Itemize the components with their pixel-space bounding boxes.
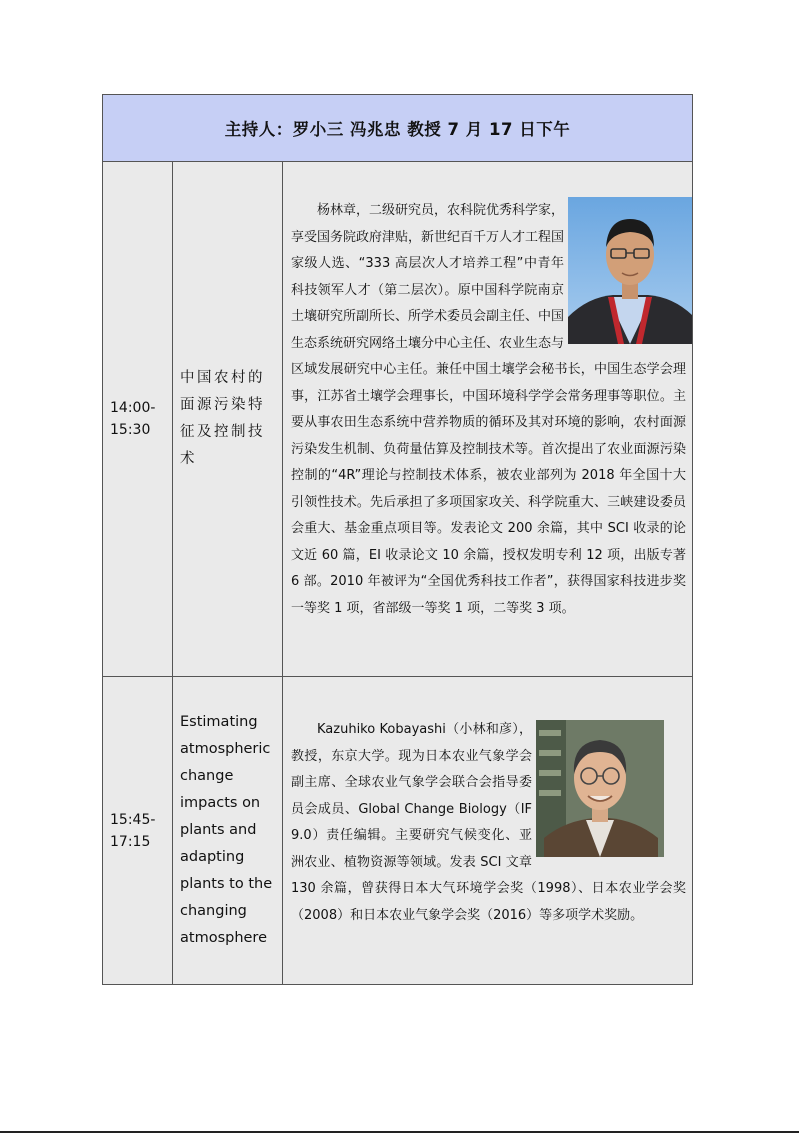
session-time: 15:45-17:15	[110, 811, 156, 850]
talk-title: 中国农村的面源污染特征及控制技术	[180, 370, 265, 467]
time-cell	[103, 162, 173, 677]
speaker-bio: 杨林章，二级研究员，农科院优秀科学家，享受国务院政府津贴，新世纪百千万人才工程国家级人选、“333 高层次人才培养工程”中青年科技领军人才（第二层次）。原中国科学院南京土壤研究所副所长、所学术委员会副主任、中国生态系统研究网络土壤分中心主任、农业生态与区域发展研究中心主任。兼任中国土壤学会秘书长，中国生态学会理事，江苏省土壤学会理事长，中国环境科学学会常务理事等职位。主要从事农田生态系统中营养物质的循环及其对环境的影响，农村面源污染发生机制、负荷量估算及控制技术等。首次提出了农业面源污染控制的“4R”理论与控制技术体系，被农业部列为 2018 年全国十大引领性技术。先后承担了多项国家攻关、科学院重大、三峡建设委员会重大、基金重点项目等。发表论文 200 余篇，其中 SCI 收录的论文近 60 篇，EI 收录论文 10 余篇，授权发明专利 12 项，出版专著 6 部。2010 年被评为“全国优秀科技工作者”，获得国家科技进步奖一等奖 1 项，省部级一等奖 1 项，二等奖 3 项。	[291, 203, 687, 616]
session-header	[103, 95, 693, 162]
bio-cell	[283, 677, 693, 985]
speaker-photo	[568, 197, 692, 344]
title-cell	[173, 677, 283, 985]
table-row	[103, 677, 693, 985]
speaker-photo	[536, 720, 664, 857]
talk-title: Estimating atmospheric change impacts on plants and adapting plants to the changing atmosphere	[180, 714, 273, 946]
bio-cell	[283, 162, 693, 677]
page-bottom-rule	[0, 1131, 799, 1133]
table-row	[103, 162, 693, 677]
title-cell	[173, 162, 283, 677]
speaker-bio: Kazuhiko Kobayashi（小林和彦），教授，东京大学。现为日本农业气象学会副主席、全球农业气象学会联合会指导委员会成员、Global Change Biology（IF 9.0）责任编辑。主要研究气候变化、亚洲农业、植物资源等领域。发表 SCI 文章 130 余篇，曾获得日本大气环境学会奖（1998）、日本农业学会奖（2008）和日本农业气象学会奖（2016）等多项学术奖励。	[291, 722, 687, 923]
session-time: 14:00-15:30	[110, 400, 156, 438]
schedule-table	[102, 94, 693, 985]
portrait-icon	[568, 197, 692, 344]
time-cell	[103, 677, 173, 985]
session-header-text: 主持人：罗小三 冯兆忠 教授 7 月 17 日下午	[224, 120, 571, 139]
portrait-icon	[536, 720, 664, 857]
